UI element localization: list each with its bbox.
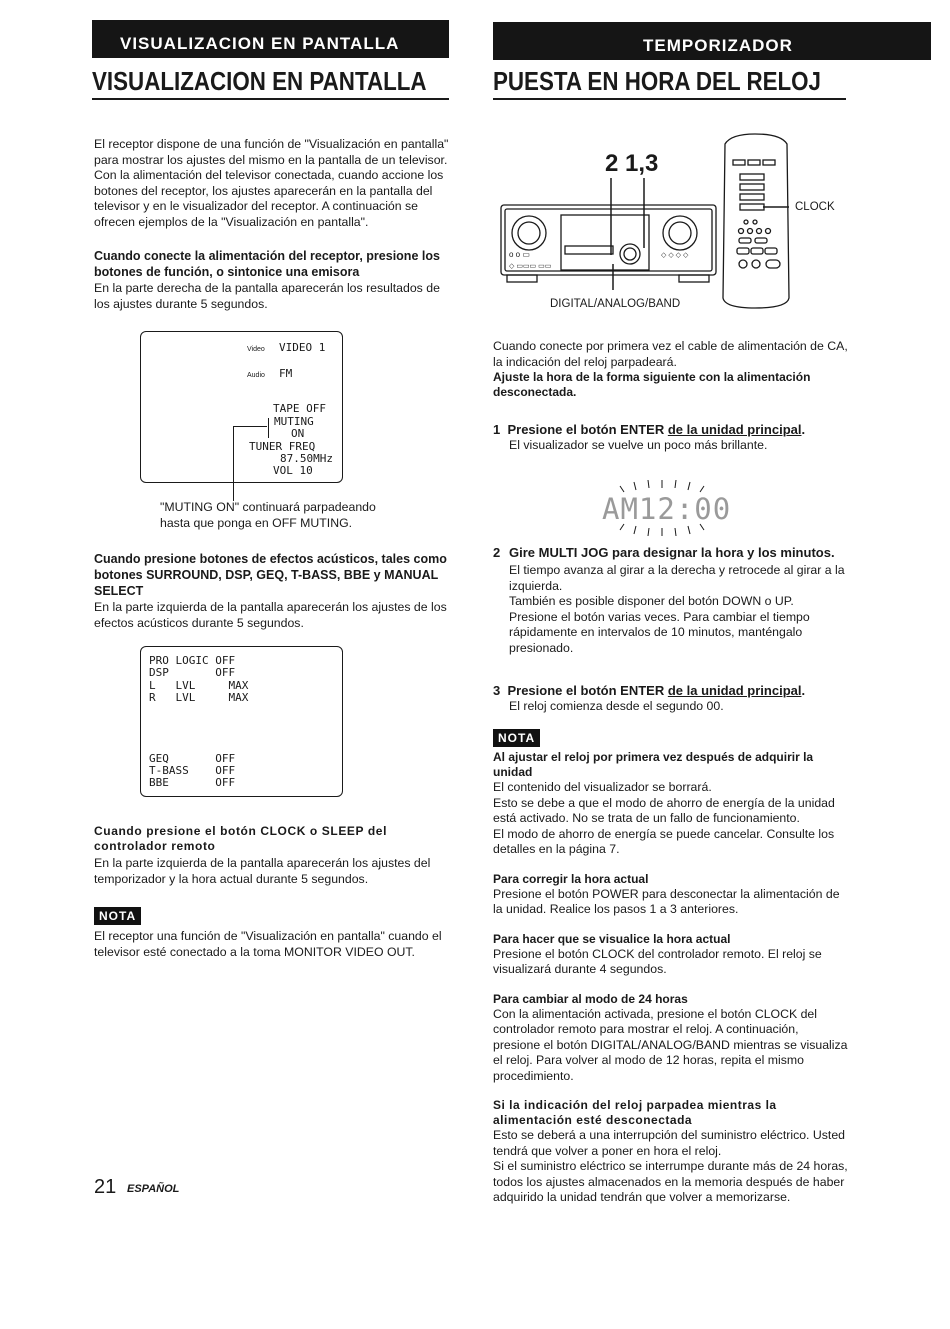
svg-text:◇ ◇ ◇ ◇: ◇ ◇ ◇ ◇ [661,252,689,259]
right-nota-badge: NOTA [493,729,540,747]
band-label: DIGITAL/ANALOG/BAND [550,298,681,310]
video-icon: Video [247,346,265,353]
right-intro: Cuando conecte por primera vez el cable de alimentación de CA, la indicación del reloj parpadeará. [493,339,848,369]
audio-icon: Audio [247,372,265,379]
step-2-number: 2 [493,545,501,560]
clock-display-text: AM12:00 [602,492,732,526]
figure-step-numbers: 2 1,3 [605,150,659,177]
left-sec1-heading: Cuando conecte la alimentación del receptor, presione los botones de función, o sintonice una emisora [94,249,440,279]
osd-line-l-lvl: L LVL MAX [149,679,249,692]
right-banner-text: TEMPORIZADOR [643,36,793,55]
right-banner [493,22,931,60]
tape-value: TAPE OFF [273,402,326,415]
right-intro-bold: Ajuste la hora de la forma siguiente con la alimentación desconectada. [493,370,811,399]
nota4-heading: Para cambiar al modo de 24 horas [493,991,688,1006]
left-banner-text: VISUALIZACION EN PANTALLA [120,34,400,53]
freq-value: 87.50MHz [280,452,333,465]
left-sec1-text: En la parte derecha de la pantalla aparecerán los resultados de los ajustes durante 5 segundos. [94,281,440,311]
step-2 [493,544,848,656]
step-1-text: El visualizador se vuelve un poco más brillante. [509,438,768,452]
nota1-text-3: El modo de ahorro de energía se puede cancelar. Consulte los detalles en la página 7. [493,826,835,856]
muting-note: "MUTING ON" continuará parpadeando hasta que ponga en OFF MUTING. [160,500,376,530]
nota5-text-2: Si el suministro eléctrico se interrumpe durante más de 24 horas, todos los ajustes almacenados en la memoria después de haber adquirido la unidad tendrán que volver a memorizarse. [493,1159,848,1204]
nota5-text-1: Esto se deberá a una interrupción del suministro eléctrico. Usted tendrá que volver a poner en hora el reloj. [493,1128,846,1158]
nota3-text: Presione el botón CLOCK del controlador remoto. El reloj se visualizará durante 4 segundos. [493,946,822,976]
step-1-heading-underlined: de la unidad principal [667,422,802,437]
left-intro: El receptor dispone de una función de "Visualización en pantalla" para mostrar los ajustes del mismo en la pantalla de un televisor. Con la alimentación del televisor conectada, cuando accione los botones del receptor, los ajustes aparecerán en la pantalla del televisor y en le visualizador del receptor. A continuación se ofrecen ejemplos de la "Visualización en pantalla". [94,137,449,229]
remote-drawing [723,134,789,308]
left-banner [92,20,449,58]
right-nota-body [493,750,848,1206]
left-sec3-text: En la parte izquierda de la pantalla aparecerán los ajustes del temporizador y la hora actual durante 5 segundos. [94,856,431,886]
nota3-heading: Para hacer que se visualice la hora actual [493,931,731,946]
clock-figure [493,130,853,315]
left-sec2-text: En la parte izquierda de la pantalla aparecerán los ajustes de los efectos acústicos durante 5 segundos. [94,600,447,630]
nota1-text-1: El contenido del visualizador se borrará. [493,780,712,794]
osd-screen-2 [140,646,343,797]
page-language: ESPAÑOL [127,1183,180,1195]
svg-text:◇ ▭▭▭ ▭▭: ◇ ▭▭▭ ▭▭ [509,263,552,270]
muting-leader-horizontal [233,426,267,427]
nota4-text: Con la alimentación activada, presione el botón CLOCK del controlador remoto para mostrar el reloj. A continuación, presione el botón DIGITAL/ANALOG/BAND mientras se visualiza el reloj. Para volver al modo de 12 horas, repita el mismo procedimiento. [493,1006,848,1083]
left-title-rule [92,98,449,100]
clock-display-illustration [590,478,750,538]
osd-line-geq: GEQ OFF [149,752,236,765]
left-sec2-heading: Cuando presione botones de efectos acústicos, tales como botones SURROUND, DSP, GEQ, T-BASS, BBE y MANUAL SELECT [94,552,447,598]
muting-on-value: ON [291,427,305,440]
step-1-number: 1 [493,422,501,437]
osd-line-bbe: BBE OFF [149,776,236,789]
receiver-remote-drawing [493,130,853,315]
right-title-rule [493,98,846,100]
svg-text:o o ▭: o o ▭ [509,250,530,259]
step-1-heading: Presione el botón ENTER [507,422,665,437]
step-2-text-2: También es posible disponer del botón DOWN o UP. [509,594,794,608]
step-3: 3 Presione el botón ENTER de la unidad principal. El reloj comienza desde el segundo 00. [493,682,853,715]
osd-screen-1 [140,331,343,483]
page-number: 21 [94,1176,117,1198]
osd-line-tbass: T-BASS OFF [149,764,236,777]
left-nota-badge: NOTA [94,907,141,925]
nota2-heading: Para corregir la hora actual [493,871,649,886]
video-value: VIDEO 1 [279,341,326,354]
step-2-text-3: Presione el botón varias veces. Para cambiar el tiempo rápidamente en intervalos de 10 minutos, manténgalo presionado. [509,609,810,655]
osd-line-dsp: DSP OFF [149,666,236,679]
nota1-text-2: Esto se debe a que el modo de ahorro de energía de la unidad está activado. No se trata de un fallo de funcionamiento. [493,795,835,825]
step-3-number: 3 [493,683,501,698]
receiver-drawing [501,205,716,282]
muting-value: MUTING [274,415,314,428]
step-3-text: El reloj comienza desde el segundo 00. [509,699,724,713]
osd-line-prologic: PRO LOGIC OFF [149,654,236,667]
muting-bracket [268,418,273,438]
step-3-heading-underlined: de la unidad principal [667,683,802,698]
audio-value: FM [279,367,293,380]
step-2-text-1: El tiempo avanza al girar a la derecha y retrocede al girar a la izquierda. [509,563,845,593]
nota1-heading: Al ajustar el reloj por primera vez después de adquirir la unidad [493,750,814,779]
left-title: VISUALIZACION EN PANTALLA [92,66,427,96]
step-1: 1 Presione el botón ENTER de la unidad principal. El visualizador se vuelve un poco más brillante. [493,421,853,454]
step-3-heading: Presione el botón ENTER [507,683,665,698]
step-2-heading: Gire MULTI JOG para designar la hora y los minutos. [509,545,835,560]
tuner-value: TUNER FREQ [249,440,316,453]
left-sec3-heading: Cuando presione el botón CLOCK o SLEEP del controlador remoto [94,824,387,853]
nota2-text: Presione el botón POWER para desconectar la alimentación de la unidad. Realice los pasos 1 a 3 anteriores. [493,886,840,916]
vol-value: VOL 10 [273,464,313,477]
muting-leader-vertical [233,426,234,501]
left-nota-text: El receptor una función de "Visualización en pantalla" cuando el televisor esté conectado a la toma MONITOR VIDEO OUT. [94,929,442,959]
nota5-heading: Si la indicación del reloj parpadea mientras la alimentación esté desconectada [493,1098,777,1127]
right-title: PUESTA EN HORA DEL RELOJ [493,66,821,96]
clock-label: CLOCK [795,201,835,213]
osd-line-r-lvl: R LVL MAX [149,691,249,704]
